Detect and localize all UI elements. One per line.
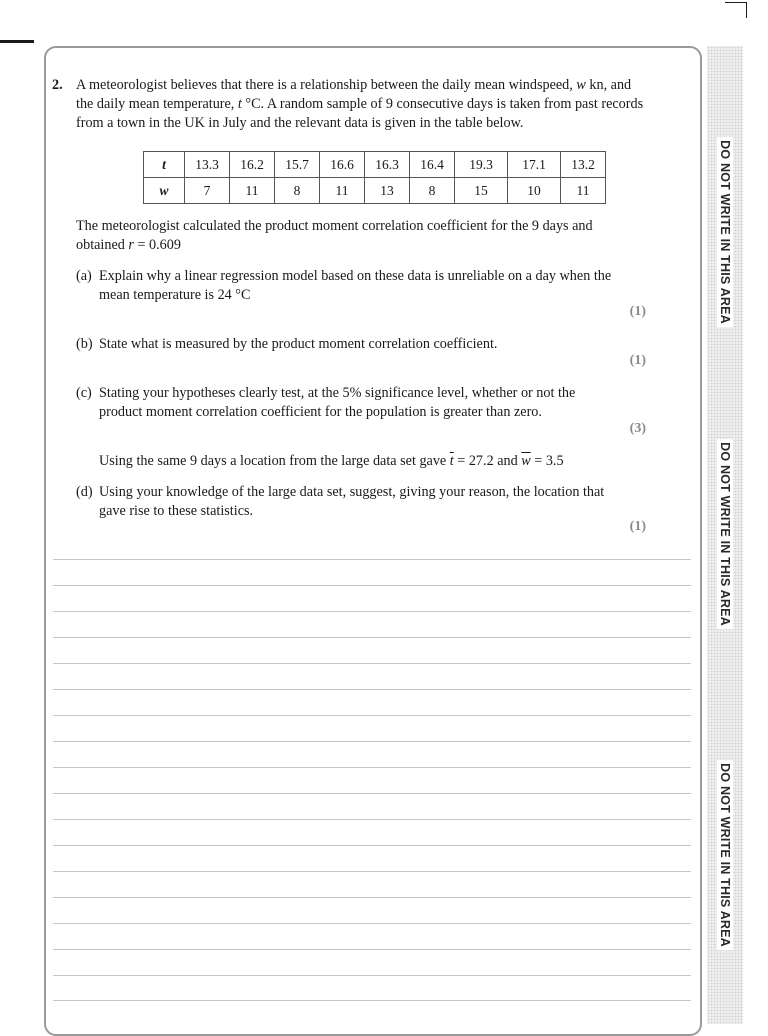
corner-mark (725, 2, 747, 3)
answer-line[interactable] (53, 663, 691, 664)
question-number: 2. (52, 77, 63, 93)
answer-line[interactable] (53, 819, 691, 820)
table-cell: 17.1 (508, 152, 561, 178)
row-header-w: w (144, 178, 185, 204)
part-c (76, 384, 621, 422)
part-d-label: (d) (76, 484, 93, 500)
answer-line[interactable] (53, 897, 691, 898)
answer-line[interactable] (53, 845, 691, 846)
table-cell: 11 (230, 178, 275, 204)
part-a-text: Explain why a linear regression model based on these data is unreliable on a day when the mean temperature is 24 °C (99, 268, 612, 303)
answer-line[interactable] (53, 975, 691, 976)
table-cell: 13 (365, 178, 410, 204)
part-a-label: (a) (76, 268, 92, 284)
table-cell: 7 (185, 178, 230, 204)
answer-line[interactable] (53, 949, 691, 950)
answer-line[interactable] (53, 741, 691, 742)
answer-line[interactable] (53, 871, 691, 872)
answer-line[interactable] (53, 585, 691, 586)
part-d-text: Using your knowledge of the large data set, suggest, giving your reason, the location that gave rise to these statistics. (99, 484, 605, 519)
table-cell: 8 (410, 178, 455, 204)
do-not-write-label: DO NOT WRITE IN THIS AREA (717, 439, 733, 629)
table-cell: 15 (455, 178, 508, 204)
table-cell: 16.2 (230, 152, 275, 178)
part-b-label: (b) (76, 336, 93, 352)
table-cell: 8 (275, 178, 320, 204)
answer-line[interactable] (53, 559, 691, 560)
table-cell: 13.2 (561, 152, 606, 178)
table-cell: 16.4 (410, 152, 455, 178)
part-c-label: (c) (76, 385, 92, 401)
answer-line[interactable] (53, 637, 691, 638)
table-row (144, 178, 606, 204)
table-cell: 11 (561, 178, 606, 204)
answer-line[interactable] (53, 923, 691, 924)
table-cell: 11 (320, 178, 365, 204)
part-b-marks: (1) (629, 353, 646, 368)
do-not-write-label: DO NOT WRITE IN THIS AREA (717, 137, 733, 327)
question-text: A meteorologist believes that there is a relationship between the daily mean windspeed, w kn, and the daily mean temperature, t °C. A random sample of 9 consecutive days is taken from past records from a town in the UK in July and the relevant data is given in the table below. (76, 77, 644, 131)
answer-line[interactable] (53, 611, 691, 612)
do-not-write-label: DO NOT WRITE IN THIS AREA (717, 760, 733, 950)
part-a-marks: (1) (629, 304, 646, 319)
answer-line[interactable] (53, 793, 691, 794)
row-header-t: t (144, 152, 185, 178)
data-table (143, 151, 606, 204)
answer-line[interactable] (53, 715, 691, 716)
part-c-marks: (3) (629, 421, 646, 436)
part-c-text: Stating your hypotheses clearly test, at the 5% significance level, whether or not the product moment correlation coefficient for the population is greater than zero. (99, 385, 576, 420)
table-cell: 16.3 (365, 152, 410, 178)
corner-mark (746, 2, 747, 18)
part-a (76, 267, 621, 305)
part-d (76, 483, 621, 521)
table-row (144, 152, 606, 178)
table-cell: 15.7 (275, 152, 320, 178)
part-d-marks: (1) (629, 519, 646, 534)
top-rule (0, 40, 34, 43)
part-b (76, 335, 621, 354)
answer-line[interactable] (53, 767, 691, 768)
large-data-statement: Using the same 9 days a location from the large data set gave $\overline{t} = 27.2$ and $\overline{w} = 3.5$ (99, 453, 564, 469)
part-b-text: State what is measured by the product moment correlation coefficient. (99, 336, 498, 352)
answer-line[interactable] (53, 1000, 691, 1001)
answer-line[interactable] (53, 689, 691, 690)
table-cell: 10 (508, 178, 561, 204)
pmcc-statement: The meteorologist calculated the product moment correlation coefficient for the 9 days and obtained r = 0.609 (76, 218, 593, 253)
question-intro (52, 76, 652, 133)
table-cell: 13.3 (185, 152, 230, 178)
table-cell: 19.3 (455, 152, 508, 178)
table-cell: 16.6 (320, 152, 365, 178)
